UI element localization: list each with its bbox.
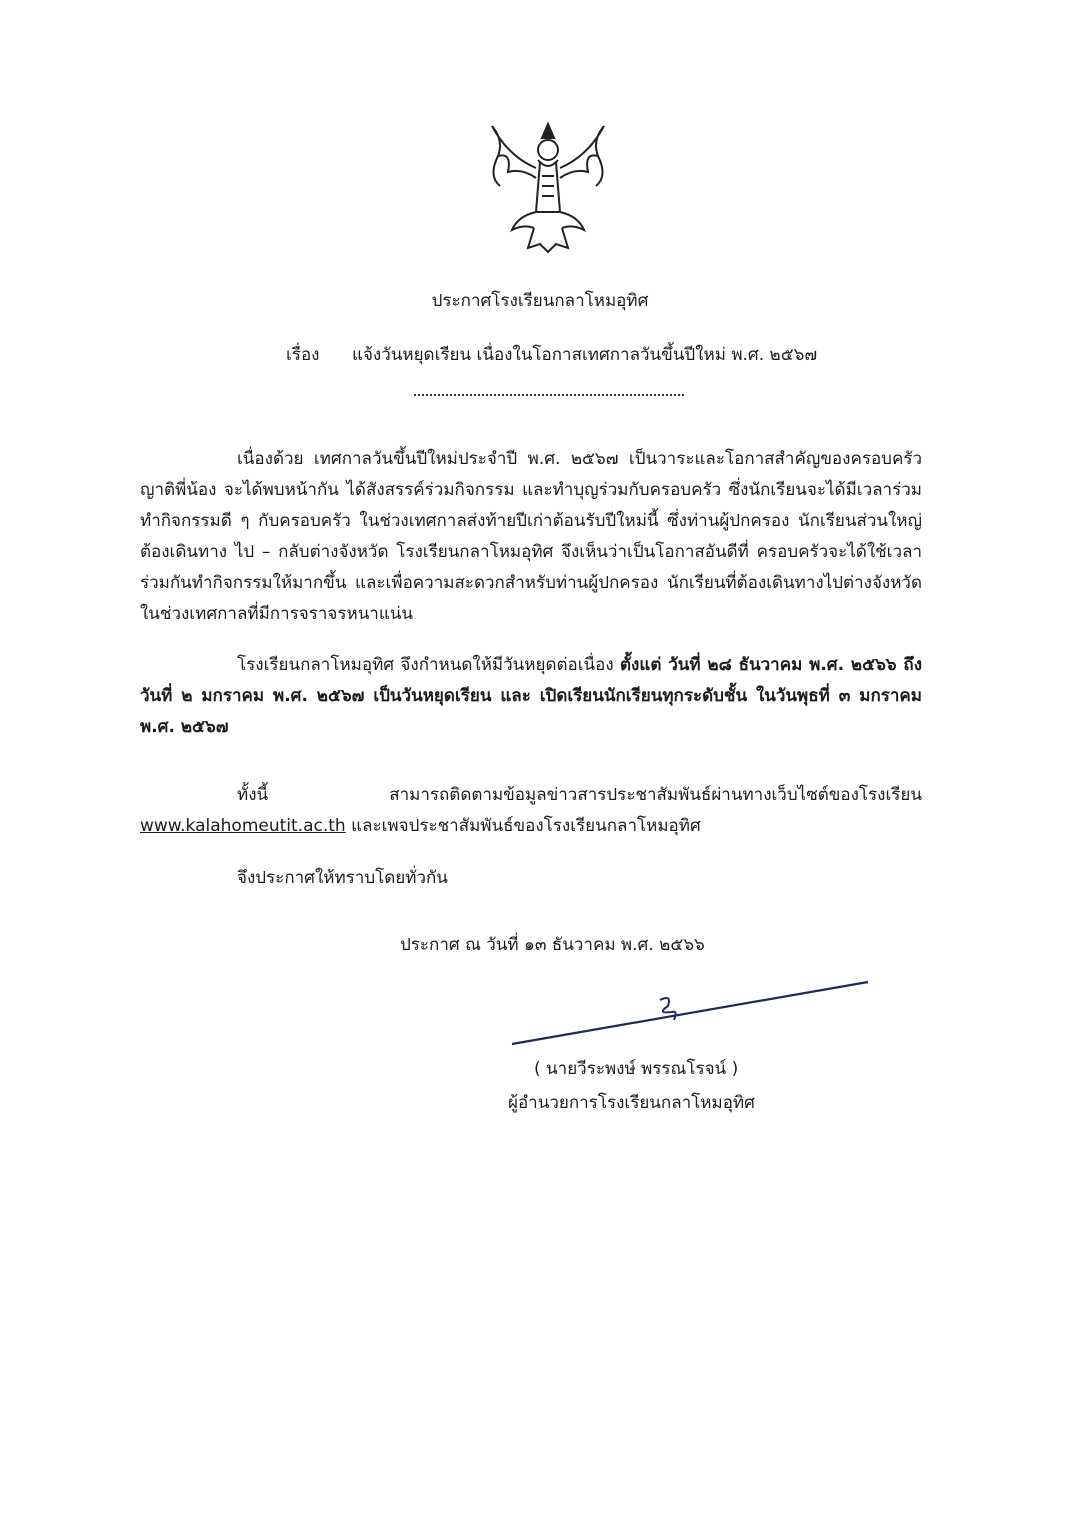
closing-line: จึงประกาศให้ทราบโดยทั่วกัน <box>237 868 448 888</box>
announcement-title: ประกาศโรงเรียนกลาโหมอุทิศ <box>431 291 649 311</box>
paragraph-3-tail: และเพจประชาสัมพันธ์ของโรงเรียนกลาโหมอุทิศ <box>345 816 701 836</box>
website-link[interactable]: www.kalahomeutit.ac.th <box>140 816 346 836</box>
dotted-divider <box>414 394 684 396</box>
signature-icon <box>500 980 870 1050</box>
holiday-dates: ตั้งแต่ วันที่ ๒๘ ธันวาคม พ.ศ. ๒๕๖๖ ถึง วันที่ ๒ มกราคม พ.ศ. ๒๕๖๗ เป็นวันหยุดเรียน และ เปิดเรียนนักเรียนทุกระดับชั้น ในวันพุธที่ ๓ มกราคม พ.ศ. ๒๕๖๗ <box>140 655 922 737</box>
subject-label: เรื่อง <box>286 345 320 365</box>
paragraph-2 <box>140 650 922 743</box>
paragraph-3 <box>140 780 922 842</box>
subject-text: แจ้งวันหยุดเรียน เนื่องในโอกาสเทศกาลวันขึ้นปีใหม่ พ.ศ. ๒๕๖๗ <box>352 345 818 365</box>
signer-name: ( นายวีระพงษ์ พรรณโรจน์ ) <box>534 1059 739 1079</box>
signer-position: ผู้อำนวยการโรงเรียนกลาโหมอุทิศ <box>508 1093 755 1113</box>
garuda-emblem-icon <box>478 116 618 256</box>
paragraph-2-lead: โรงเรียนกลาโหมอุทิศ จึงกำหนดให้มีวันหยุดต่อเนื่อง <box>237 655 621 675</box>
paragraph-3-lead: ทั้งนี้ สามารถติดตามข้อมูลข่าวสารประชาสัมพันธ์ผ่านทางเว็บไซต์ของโรงเรียน <box>237 785 922 805</box>
dateline: ประกาศ ณ วันที่ ๑๓ ธันวาคม พ.ศ. ๒๕๖๖ <box>400 935 705 955</box>
paragraph-1: เนื่องด้วย เทศกาลวันขึ้นปีใหม่ประจำปี พ.ศ. ๒๕๖๗ เป็นวาระและโอกาสสำคัญของครอบครัว ญาติพี่น้อง จะได้พบหน้ากัน ได้สังสรรค์ร่วมกิจกรรม และทำบุญร่วมกับครอบครัว ซึ่งนักเรียนจะได้มีเวลาร่วมทำกิจกรรมดี ๆ กับครอบครัว ในช่วงเทศกาลส่งท้ายปีเก่าต้อนรับปีใหม่นี้ ซึ่งท่านผู้ปกครอง นักเรียนส่วนใหญ่ต้องเดินทาง ไป – กลับต่างจังหวัด โรงเรียนกลาโหมอุทิศ จึงเห็นว่าเป็นโอกาสอันดีที่ ครอบครัวจะได้ใช้เวลาร่วมกันทำกิจกรรมให้มากขึ้น และเพื่อความสะดวกสำหรับท่านผู้ปกครอง นักเรียนที่ต้องเดินทางไปต่างจังหวัดในช่วงเทศกาลที่มีการจราจรหนาแน่น <box>140 449 922 624</box>
